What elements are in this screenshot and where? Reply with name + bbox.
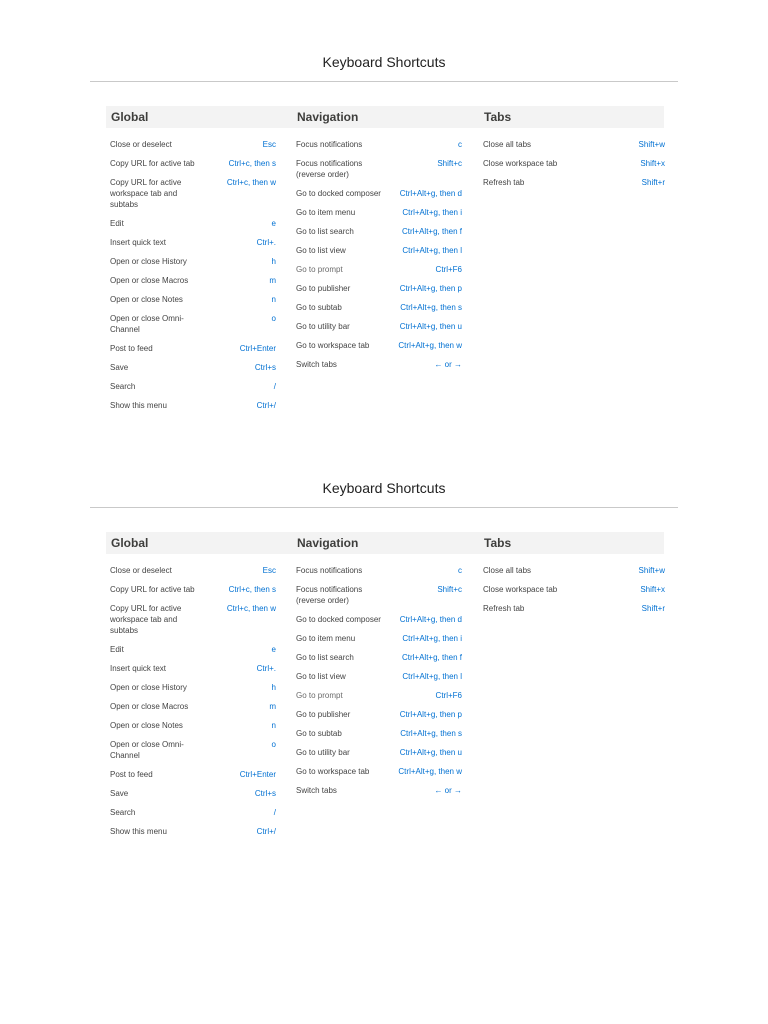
shortcut-action: Insert quick text <box>110 238 167 247</box>
shortcut-key: h <box>271 257 276 266</box>
global-column-title: Global <box>111 110 149 124</box>
shortcut-action: Open or close Notes <box>110 295 183 304</box>
shortcut-row[interactable] <box>296 690 462 701</box>
shortcut-row[interactable] <box>110 294 276 305</box>
shortcut-action: Copy URL for active tab <box>110 585 195 594</box>
shortcut-action: Copy URL for active workspace tab and subtabs <box>110 178 182 209</box>
shortcut-row[interactable] <box>110 807 276 818</box>
shortcut-row[interactable] <box>296 565 462 576</box>
shortcut-row[interactable] <box>110 275 276 286</box>
shortcut-key: Ctrl+Alt+g, then w <box>398 341 462 350</box>
shortcut-action: Save <box>110 363 129 372</box>
shortcut-key: Shift+c <box>437 585 462 594</box>
tabs-shortcuts-column <box>483 139 665 196</box>
shortcut-action: Show this menu <box>110 827 167 836</box>
shortcut-action: Go to docked composer <box>296 615 381 624</box>
shortcut-key: Ctrl+Alt+g, then w <box>398 767 462 776</box>
shortcut-key: Shift+r <box>641 604 665 613</box>
shortcut-key: Ctrl+Alt+g, then p <box>399 710 462 719</box>
shortcut-key: Ctrl+Alt+g, then s <box>400 303 462 312</box>
shortcut-key: Ctrl+Alt+g, then i <box>402 208 462 217</box>
shortcut-key: Ctrl+c, then s <box>228 585 276 594</box>
shortcut-action: Refresh tab <box>483 604 525 613</box>
shortcut-action: Go to subtab <box>296 729 342 738</box>
shortcut-key: c <box>458 140 462 149</box>
shortcut-key: Shift+x <box>640 159 665 168</box>
global-column-title: Global <box>111 536 149 550</box>
shortcut-row[interactable] <box>110 584 276 595</box>
shortcut-row[interactable] <box>110 177 276 210</box>
shortcut-action: Go to workspace tab <box>296 341 370 350</box>
shortcut-row[interactable] <box>296 158 462 180</box>
shortcut-row[interactable] <box>296 321 462 332</box>
shortcut-row[interactable] <box>296 652 462 663</box>
shortcut-key: h <box>271 683 276 692</box>
shortcut-key: / <box>273 382 276 391</box>
shortcut-action: Open or close Omni-Channel <box>110 740 184 760</box>
shortcut-row[interactable] <box>483 584 665 595</box>
shortcut-row[interactable] <box>110 682 276 693</box>
shortcut-action: Go to docked composer <box>296 189 381 198</box>
shortcut-action: Close workspace tab <box>483 159 558 168</box>
shortcut-row[interactable] <box>110 313 276 335</box>
navigation-column-title: Navigation <box>297 536 359 550</box>
shortcut-action: Show this menu <box>110 401 167 410</box>
panel-title: Keyboard Shortcuts <box>322 54 446 70</box>
shortcut-row[interactable] <box>110 720 276 731</box>
shortcut-key: Ctrl+Alt+g, then p <box>399 284 462 293</box>
shortcut-row[interactable] <box>296 207 462 218</box>
shortcut-key: n <box>271 721 276 730</box>
shortcut-row[interactable] <box>483 565 665 576</box>
shortcut-action: Search <box>110 808 136 817</box>
navigation-column-title: Navigation <box>297 110 359 124</box>
keyboard-shortcuts-panel-2 <box>90 474 678 836</box>
shortcut-action: Go to list view <box>296 672 346 681</box>
shortcut-action: Go to item menu <box>296 634 356 643</box>
navigation-shortcuts-column <box>296 565 462 804</box>
shortcut-key: Ctrl+Alt+g, then u <box>399 748 462 757</box>
shortcut-action: Open or close Macros <box>110 702 189 711</box>
shortcut-row[interactable] <box>296 283 462 294</box>
shortcut-action: Focus notifications (reverse order) <box>296 585 363 605</box>
shortcut-key: o <box>271 740 276 749</box>
shortcut-action: Open or close History <box>110 683 187 692</box>
shortcut-action: Go to publisher <box>296 284 351 293</box>
shortcut-row[interactable] <box>296 747 462 758</box>
shortcut-row[interactable] <box>296 226 462 237</box>
shortcut-row[interactable] <box>296 188 462 199</box>
shortcut-row[interactable] <box>110 644 276 655</box>
shortcut-row[interactable] <box>483 139 665 150</box>
shortcut-row[interactable] <box>296 785 462 796</box>
shortcut-row[interactable] <box>296 584 462 606</box>
shortcut-key: Shift+x <box>640 585 665 594</box>
shortcut-key: Ctrl+Alt+g, then f <box>401 653 462 662</box>
shortcut-action: Open or close Macros <box>110 276 189 285</box>
shortcut-action: Focus notifications <box>296 140 363 149</box>
shortcut-action: Refresh tab <box>483 178 525 187</box>
shortcut-row[interactable] <box>296 766 462 777</box>
shortcut-row[interactable] <box>110 739 276 761</box>
shortcut-key: m <box>269 276 276 285</box>
shortcut-row[interactable] <box>296 728 462 739</box>
shortcut-key: ← or → <box>434 786 462 795</box>
section-header-bar <box>106 106 664 128</box>
shortcut-action: Insert quick text <box>110 664 167 673</box>
shortcut-action: Save <box>110 789 129 798</box>
shortcut-row[interactable] <box>296 264 462 275</box>
shortcut-key: Ctrl+Enter <box>239 344 276 353</box>
shortcut-action: Go to item menu <box>296 208 356 217</box>
shortcut-action: Go to prompt <box>296 691 343 700</box>
shortcut-row[interactable] <box>483 603 665 614</box>
shortcut-key: Ctrl+Alt+g, then u <box>399 322 462 331</box>
shortcut-action: Open or close History <box>110 257 187 266</box>
shortcut-action: Open or close Omni-Channel <box>110 314 184 334</box>
shortcut-row[interactable] <box>110 237 276 248</box>
shortcut-action: Switch tabs <box>296 786 337 795</box>
shortcut-row[interactable] <box>110 663 276 674</box>
shortcut-row[interactable] <box>110 701 276 712</box>
title-divider <box>90 81 678 82</box>
shortcut-action: Close all tabs <box>483 140 532 149</box>
shortcut-action: Go to list search <box>296 653 354 662</box>
shortcut-key: Ctrl+Alt+g, then i <box>402 634 462 643</box>
shortcut-row[interactable] <box>296 709 462 720</box>
section-header-bar <box>106 532 664 554</box>
shortcut-row[interactable] <box>110 603 276 636</box>
shortcut-action: Go to subtab <box>296 303 342 312</box>
shortcut-key: Ctrl+Alt+g, then d <box>399 615 462 624</box>
shortcut-row[interactable] <box>110 826 276 837</box>
shortcut-action: Search <box>110 382 136 391</box>
shortcut-key: Esc <box>262 566 276 575</box>
shortcut-action: Copy URL for active workspace tab and subtabs <box>110 604 182 635</box>
shortcut-key: m <box>269 702 276 711</box>
shortcut-action: Copy URL for active tab <box>110 159 195 168</box>
shortcut-row[interactable] <box>110 788 276 799</box>
shortcut-key: n <box>271 295 276 304</box>
shortcut-key: Ctrl+c, then w <box>226 604 276 613</box>
shortcut-action: Go to list search <box>296 227 354 236</box>
shortcut-key: Ctrl+. <box>256 238 276 247</box>
shortcut-row[interactable] <box>110 362 276 373</box>
shortcut-row[interactable] <box>110 139 276 150</box>
shortcut-row[interactable] <box>110 256 276 267</box>
shortcut-action: Open or close Notes <box>110 721 183 730</box>
shortcut-row[interactable] <box>296 340 462 351</box>
navigation-shortcuts-column <box>296 139 462 378</box>
shortcut-row[interactable] <box>296 245 462 256</box>
shortcut-row[interactable] <box>483 177 665 188</box>
shortcut-key: Shift+c <box>437 159 462 168</box>
shortcut-key: / <box>273 808 276 817</box>
shortcut-action: Post to feed <box>110 344 153 353</box>
panel-title: Keyboard Shortcuts <box>322 480 446 496</box>
shortcut-action: Close or deselect <box>110 566 172 575</box>
shortcut-key: Ctrl+c, then w <box>226 178 276 187</box>
shortcut-key: e <box>271 645 276 654</box>
shortcut-action: Edit <box>110 645 124 654</box>
shortcut-action: Go to list view <box>296 246 346 255</box>
shortcut-key: Ctrl+s <box>254 363 276 372</box>
shortcut-key: Ctrl+Alt+g, then l <box>402 246 462 255</box>
shortcut-key: c <box>458 566 462 575</box>
tabs-shortcuts-column <box>483 565 665 622</box>
shortcut-key: Shift+w <box>638 566 665 575</box>
shortcut-row[interactable] <box>110 158 276 169</box>
shortcut-key: Ctrl+Enter <box>239 770 276 779</box>
shortcut-key: o <box>271 314 276 323</box>
shortcut-key: Ctrl+/ <box>256 401 276 410</box>
shortcut-action: Close or deselect <box>110 140 172 149</box>
shortcut-key: Shift+r <box>641 178 665 187</box>
shortcut-action: Go to prompt <box>296 265 343 274</box>
shortcut-key: e <box>271 219 276 228</box>
shortcut-row[interactable] <box>296 359 462 370</box>
shortcut-key: Ctrl+F6 <box>435 691 462 700</box>
global-shortcuts-column <box>110 139 276 419</box>
shortcut-row[interactable] <box>296 633 462 644</box>
shortcut-row[interactable] <box>483 158 665 169</box>
tabs-column-title: Tabs <box>484 110 512 124</box>
shortcut-key: Ctrl+/ <box>256 827 276 836</box>
global-shortcuts-column <box>110 565 276 845</box>
shortcut-key: Ctrl+s <box>254 789 276 798</box>
shortcut-action: Close workspace tab <box>483 585 558 594</box>
shortcut-action: Post to feed <box>110 770 153 779</box>
shortcut-row[interactable] <box>110 769 276 780</box>
tabs-column-title: Tabs <box>484 536 512 550</box>
shortcut-key: Ctrl+Alt+g, then l <box>402 672 462 681</box>
shortcut-action: Close all tabs <box>483 566 532 575</box>
shortcut-key: Ctrl+. <box>256 664 276 673</box>
shortcut-row[interactable] <box>110 565 276 576</box>
shortcut-key: Ctrl+Alt+g, then d <box>399 189 462 198</box>
shortcut-row[interactable] <box>110 400 276 411</box>
shortcut-action: Switch tabs <box>296 360 337 369</box>
shortcut-action: Go to utility bar <box>296 322 350 331</box>
shortcut-action: Focus notifications (reverse order) <box>296 159 363 179</box>
shortcut-key: Shift+w <box>638 140 665 149</box>
shortcut-row[interactable] <box>296 302 462 313</box>
shortcut-action: Go to publisher <box>296 710 351 719</box>
shortcut-key: Esc <box>262 140 276 149</box>
shortcut-row[interactable] <box>110 381 276 392</box>
shortcut-key: Ctrl+Alt+g, then s <box>400 729 462 738</box>
shortcut-row[interactable] <box>110 218 276 229</box>
shortcut-key: ← or → <box>434 360 462 369</box>
shortcut-key: Ctrl+F6 <box>435 265 462 274</box>
keyboard-shortcuts-panel-1 <box>90 48 678 410</box>
title-divider <box>90 507 678 508</box>
shortcut-action: Go to workspace tab <box>296 767 370 776</box>
shortcut-key: Ctrl+Alt+g, then f <box>401 227 462 236</box>
shortcut-row[interactable] <box>296 671 462 682</box>
shortcut-action: Edit <box>110 219 124 228</box>
shortcut-action: Focus notifications <box>296 566 363 575</box>
shortcut-key: Ctrl+c, then s <box>228 159 276 168</box>
shortcut-row[interactable] <box>296 139 462 150</box>
shortcut-row[interactable] <box>296 614 462 625</box>
shortcut-row[interactable] <box>110 343 276 354</box>
shortcut-action: Go to utility bar <box>296 748 350 757</box>
